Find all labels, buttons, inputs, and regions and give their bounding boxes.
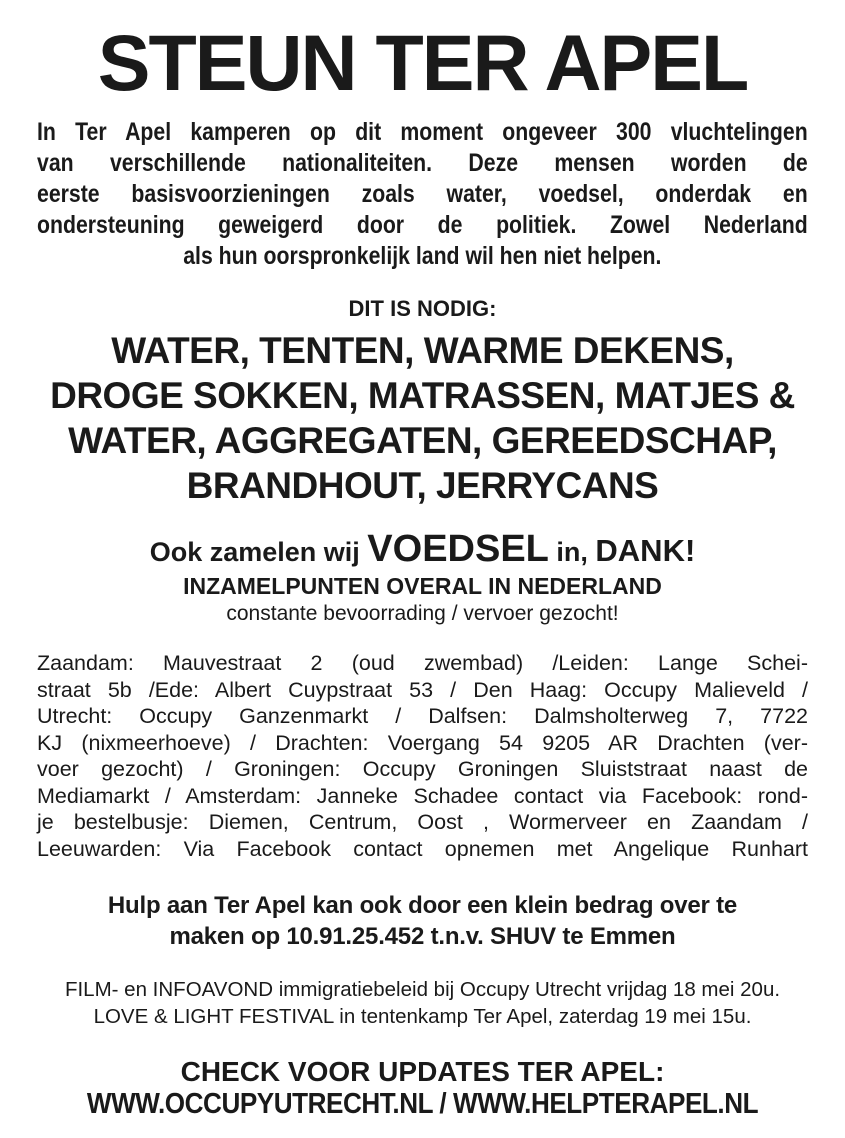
collection-point-line: Zaandam: Mauvestraat 2 (oud zwembad) /Leiden: Lange Schei- <box>37 651 808 676</box>
needs-list <box>37 328 808 508</box>
collection-points <box>37 650 808 862</box>
intro-line: ondersteuning geweigerd door de politiek. Zowel Nederland <box>37 211 808 240</box>
donation-info <box>37 890 808 952</box>
event-line: FILM- en INFOAVOND immigratiebeleid bij Occupy Utrecht vrijdag 18 mei 20u. <box>64 978 781 1002</box>
footer-heading: CHECK VOOR UPDATES TER APEL: <box>180 1056 665 1088</box>
intro-line-last: als hun oorspronkelijk land wil hen niet helpen. <box>183 242 662 271</box>
events-info <box>37 976 808 1030</box>
food-appeal-emphasis: DANK! <box>595 533 696 569</box>
food-note: constante bevoorrading / vervoer gezocht! <box>226 602 619 626</box>
collection-point-line: je bestelbusje: Diemen, Centrum, Oost , Wormerveer en Zaandam / <box>37 810 808 835</box>
footer-urls: WWW.OCCUPYUTRECHT.NL / WWW.HELPTERAPEL.NL <box>86 1088 759 1121</box>
food-appeal-highlight: VOEDSEL <box>367 528 549 571</box>
donation-line: maken op 10.91.25.452 t.n.v. SHUV te Emmen <box>169 923 676 951</box>
collection-point-line: Mediamarkt / Amsterdam: Janneke Schadee contact via Facebook: rond- <box>37 783 808 808</box>
needs-item: DROGE SOKKEN, MATRASSEN, MATJES & <box>50 375 795 417</box>
poster-title: STEUN TER APEL <box>97 18 748 107</box>
needs-item: WATER, AGGREGATEN, GEREEDSCHAP, <box>68 420 777 462</box>
needs-heading: DIT IS NODIG: <box>348 296 497 322</box>
donation-line: Hulp aan Ter Apel kan ook door een klein bedrag over te <box>107 892 738 920</box>
collection-point-line: straat 5b /Ede: Albert Cuypstraat 53 / Den Haag: Occupy Malieveld / <box>37 677 808 702</box>
intro-line: In Ter Apel kamperen op dit moment ongeveer 300 vluchtelingen <box>37 118 808 147</box>
intro-line: eerste basisvoorzieningen zoals water, voedsel, onderdak en <box>37 180 808 209</box>
intro-line: van verschillende nationaliteiten. Deze mensen worden de <box>37 149 808 178</box>
intro-paragraph <box>37 117 808 272</box>
food-subheading: INZAMELPUNTEN OVERAL IN NEDERLAND <box>183 573 662 600</box>
food-appeal-prefix: Ook zamelen wij <box>149 537 368 568</box>
event-line: LOVE & LIGHT FESTIVAL in tentenkamp Ter Apel, zaterdag 19 mei 15u. <box>93 1005 752 1029</box>
collection-point-line: voer gezocht) / Groningen: Occupy Groningen Sluiststraat naast de <box>37 757 808 782</box>
collection-point-line: Utrecht: Occupy Ganzenmarkt / Dalfsen: Dalmsholterweg 7, 7722 <box>37 704 808 729</box>
food-appeal <box>37 528 808 571</box>
collection-point-line: KJ (nixmeerhoeve) / Drachten: Voergang 54 9205 AR Drachten (ver- <box>37 730 808 755</box>
needs-item: BRANDHOUT, JERRYCANS <box>186 465 659 507</box>
food-appeal-middle: in, <box>548 537 596 568</box>
needs-item: WATER, TENTEN, WARME DEKENS, <box>111 330 734 372</box>
collection-point-line: Leeuwarden: Via Facebook contact opnemen met Angelique Runhart <box>37 836 808 861</box>
